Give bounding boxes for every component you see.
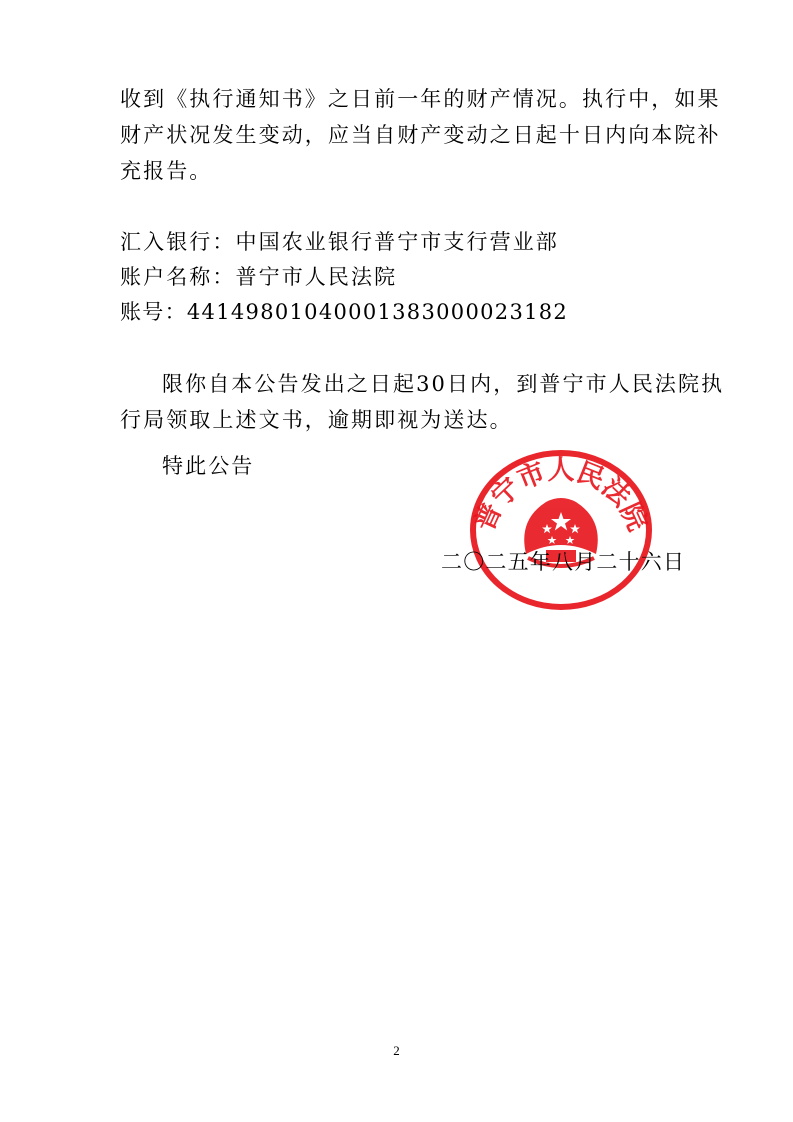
account-name-line: 账户名称：普宁市人民法院: [120, 265, 398, 289]
bank-line: 汇入银行：中国农业银行普宁市支行营业部: [120, 230, 559, 254]
paragraph2-line1: 限你自本公告发出之日起30日内，到普宁市人民法院执: [162, 372, 725, 396]
paragraph2-line2: 行局领取上述文书，逾期即视为送达。: [120, 408, 513, 432]
court-seal-stamp: [468, 450, 654, 610]
page-number: 2: [393, 1043, 400, 1058]
closing-text: 特此公告: [162, 454, 255, 478]
account-number-line: 账号：44149801040001383000023182: [120, 300, 569, 324]
paragraph1-line2: 财产状况发生变动，应当自财产变动之日起十日内向本院补: [120, 123, 721, 147]
paragraph1-line1: 收到《执行通知书》之日前一年的财产情况。执行中，如果: [120, 87, 721, 111]
svg-text:普宁市人民法院: 普宁市人民法院: [468, 455, 654, 536]
announcement-date: 二〇二五年八月二十六日: [441, 550, 686, 574]
paragraph1-line3: 充报告。: [120, 159, 213, 183]
